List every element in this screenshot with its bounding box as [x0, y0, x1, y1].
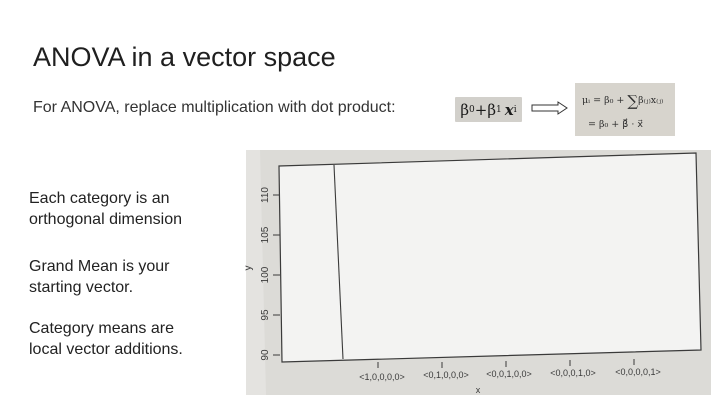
slide-subtitle: For ANOVA, replace multiplication with dot product:: [33, 99, 396, 116]
x-tick-label: <0,1,0,0,0>: [423, 370, 469, 380]
slide-title: ANOVA in a vector space: [33, 42, 336, 72]
x-tick-label: <1,0,0,0,0>: [359, 372, 405, 382]
y-tick-label: 95: [260, 309, 271, 321]
beta-symbol: β: [460, 100, 470, 119]
x-axis-label: x: [475, 385, 481, 395]
plot-frame: [279, 153, 701, 362]
x-variable: x: [504, 100, 514, 119]
x-tick-label: <0,0,1,0,0>: [486, 369, 532, 379]
y-tick-label: 105: [260, 226, 271, 244]
beta-symbol: β: [487, 100, 497, 119]
subscript: 1: [496, 104, 502, 115]
regression-formula-image: [455, 97, 522, 122]
plot-svg: [243, 150, 711, 395]
bullet-text: Grand Mean is your starting vector.: [29, 258, 170, 296]
y-tick-label: 110: [260, 187, 271, 203]
y-axis-label: y: [243, 265, 254, 271]
subscript: 0: [469, 104, 475, 115]
vector-formula-image: [575, 83, 675, 136]
subscript: i: [513, 104, 517, 115]
x-tick-label: <0,0,0,1,0>: [550, 368, 596, 378]
y-tick-label: 90: [260, 349, 271, 361]
formula-line: = β₀ + β⃗ · x⃗: [588, 119, 644, 130]
right-arrow-icon: [532, 101, 568, 115]
plot-photo: [243, 150, 711, 395]
formula-line: μᵢ = β₀ + ∑β₍ⱼ₎x₍ⱼ₎: [582, 92, 664, 110]
bullet-text: Category means are local vector additions.: [29, 320, 183, 358]
bullet-text: Each category is an orthogonal dimension: [29, 190, 182, 228]
plus-sign: +: [474, 100, 488, 119]
y-tick-label: 100: [260, 266, 271, 284]
x-tick-label: <0,0,0,0,1>: [615, 367, 661, 377]
